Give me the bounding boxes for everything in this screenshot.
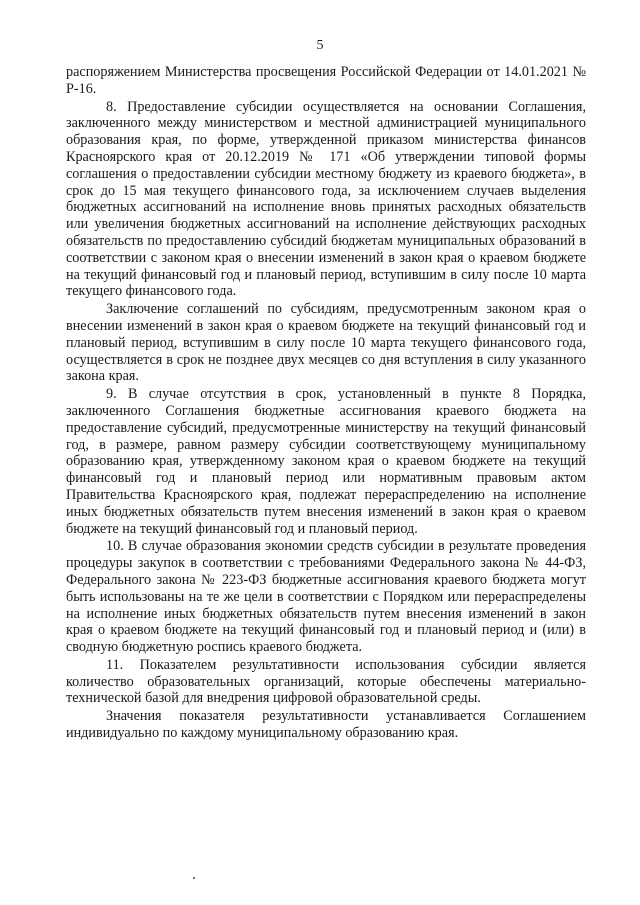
paragraph-indicator-values: Значения показателя результативности устанавливается Соглашением индивидуально по каждому муниципальному образованию края. — [66, 708, 586, 742]
paragraph-item-11: 11. Показателем результативности использования субсидии является количество образовательных организаций, которые обеспечены материально-технической базой для внедрения цифровой образовательной среды. — [66, 656, 586, 707]
paragraph-item-10: 10. В случае образования экономии средств субсидии в результате проведения процедуры закупок в соответствии с требованиями Федерального закона № 44-ФЗ, Федерального закона № 223-ФЗ бюджетные ассигнования краевого бюджета могут быть использованы на те же цели в соответствии с Порядком или перераспределены на исполнение иных бюджетных обязательств путем внесения изменений в закон края о краевом бюджете на текущий финансовый год и плановый период и (или) в сводную бюджетную роспись краевого бюджета. — [66, 538, 586, 656]
document-body — [66, 64, 586, 742]
scan-speck — [193, 877, 195, 879]
paragraph-item-8: 8. Предоставление субсидии осуществляется на основании Соглашения, заключенного между министерством и местной администрацией муниципального образования края, по форме, утвержденной приказом министерства финансов Красноярского края от 20.12.2019 № 171 «Об утверждении типовой формы соглашения о предоставлении субсидии местному бюджету из краевого бюджета», в срок до 15 мая текущего финансового года, за исключением случаев выделения бюджетных ассигнований на исполнение вновь принятых расходных обязательств или увеличения бюджетных ассигнований на исполнение действующих расходных обязательств по предоставлению субсидий бюджетам муниципальных образований в соответствии с законом края о внесении изменений в закон края о краевом бюджете на текущий финансовый год и плановый период, вступившим в силу после 10 марта текущего финансового года. — [66, 98, 586, 300]
paragraph-item-9: 9. В случае отсутствия в срок, установленный в пункте 8 Порядка, заключенного Соглашения бюджетные ассигнования краевого бюджета на предоставление субсидий, предусмотренные министерству на текущий финансовый год, в размере, равном размеру субсидии соответствующему муниципальному образованию края, утвержденному законом края о краевом бюджете на текущий финансовый год и плановый период или нормативным правовым актом Правительства Красноярского края, подлежат перераспределению на исполнение иных бюджетных обязательств путем внесения изменений в закон края о краевом бюджете на текущий финансовый год и плановый период. — [66, 386, 586, 537]
page-number: 5 — [316, 38, 324, 53]
paragraph-continuation: распоряжением Министерства просвещения Российской Федерации от 14.01.2021 № Р-16. — [66, 64, 586, 97]
paragraph-agreement-deadline: Заключение соглашений по субсидиям, предусмотренным законом края о внесении изменений в закон края о краевом бюджете на текущий финансовый год и плановый период, вступившим в силу после 10 марта текущего финансового года, осуществляется в срок не позднее двух месяцев со дня вступления в силу указанного закона края. — [66, 301, 586, 385]
